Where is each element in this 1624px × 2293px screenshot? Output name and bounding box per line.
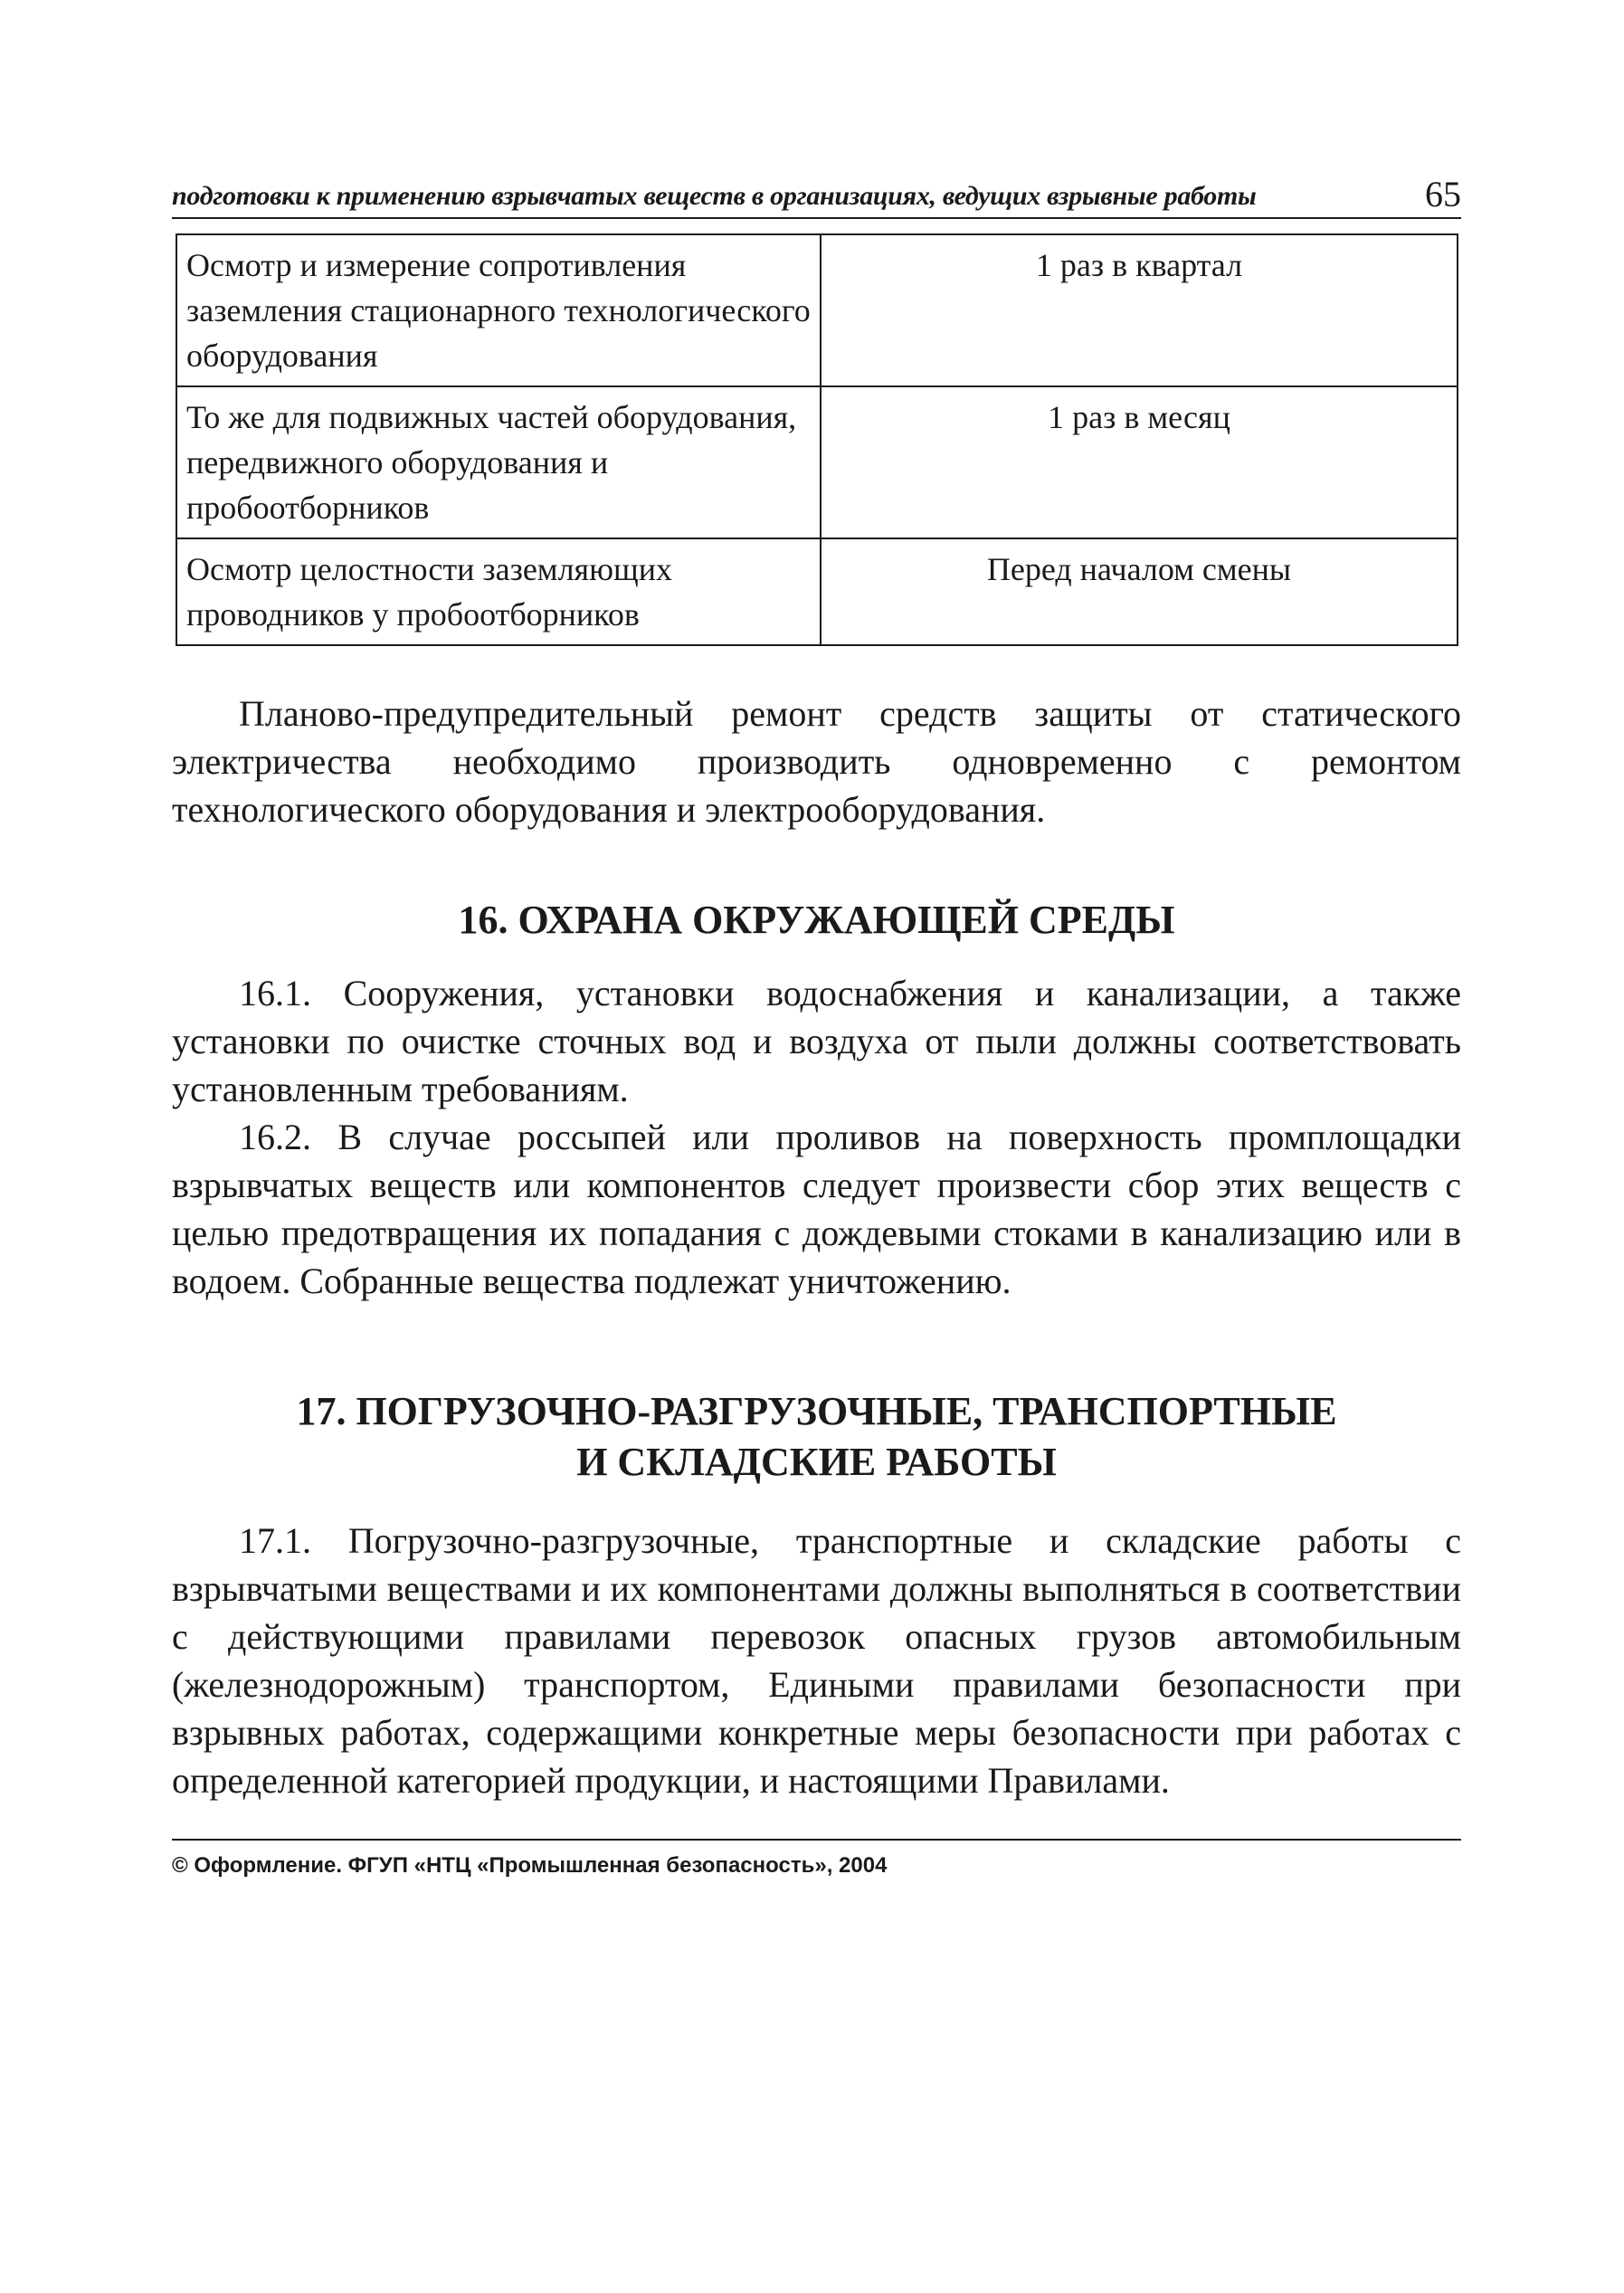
intro-paragraph: Планово-предупредительный ремонт средств защиты от статического электричества необходимо производить одновременно с ремонтом технологического оборудования и электрооборудования.: [172, 693, 1461, 830]
document-page: [172, 161, 1461, 1879]
paragraph-16-1: 16.1. Сооружения, установки водоснабжения и канализации, а также установки по очистке сточных вод и воздуха от пыли должны соответствовать установленным требованиям.: [172, 973, 1461, 1109]
page-number: 65: [1425, 174, 1461, 214]
running-header: [172, 161, 1461, 219]
frequency-cell: Перед началом смены: [821, 538, 1458, 645]
paragraph-16-2: 16.2. В случае россыпей или проливов на поверхность промплощадки взрывчатых веществ или компонентов следует произвести сбор этих веществ с целью предотвращения их попадания с дождевыми стоками в канализацию или в водоем. Собранные вещества подлежат уничтожению.: [172, 1117, 1461, 1301]
section-16-title: 16. ОХРАНА ОКРУЖАЮЩЕЙ СРЕДЫ: [458, 898, 1175, 942]
paragraph-17-1: 17.1. Погрузочно-разгрузочные, транспортные и складские работы с взрывчатыми веществами и их компонентами должны выполняться в соответствии с действующими правилами перевозок опасных грузов автомобильным (железнодорожным) транспортом, Едиными правилами безопасности при взрывных работах, содержащими конкретные меры безопасности при работах с определенной категорией продукции, и настоящими Правилами.: [172, 1520, 1461, 1801]
operation-cell: Осмотр целостности заземляющих проводников у пробоотборников: [176, 538, 821, 645]
table-row: [176, 538, 1458, 645]
table-row: [176, 386, 1458, 538]
section-17-title: [172, 1386, 1461, 1488]
copyright-footer: © Оформление. ФГУП «НТЦ «Промышленная безопасность», 2004: [172, 1839, 1461, 1879]
section-17-title-line-2: И СКЛАДСКИЕ РАБОТЫ: [576, 1440, 1057, 1484]
operation-cell: То же для подвижных частей оборудования, передвижного оборудования и пробоотборников: [176, 386, 821, 538]
frequency-cell: 1 раз в месяц: [821, 386, 1458, 538]
section-17-title-line-1: 17. ПОГРУЗОЧНО-РАЗГРУЗОЧНЫЕ, ТРАНСПОРТНЫЕ: [296, 1389, 1337, 1433]
inspection-schedule-table: [176, 233, 1458, 646]
running-title: подготовки к применению взрывчатых веществ в организациях, ведущих взрывные работы: [172, 181, 1257, 211]
operation-cell: Осмотр и измерение сопротивления заземления стационарного технологического оборудования: [176, 234, 821, 386]
frequency-cell: 1 раз в квартал: [821, 234, 1458, 386]
table-row: [176, 234, 1458, 386]
